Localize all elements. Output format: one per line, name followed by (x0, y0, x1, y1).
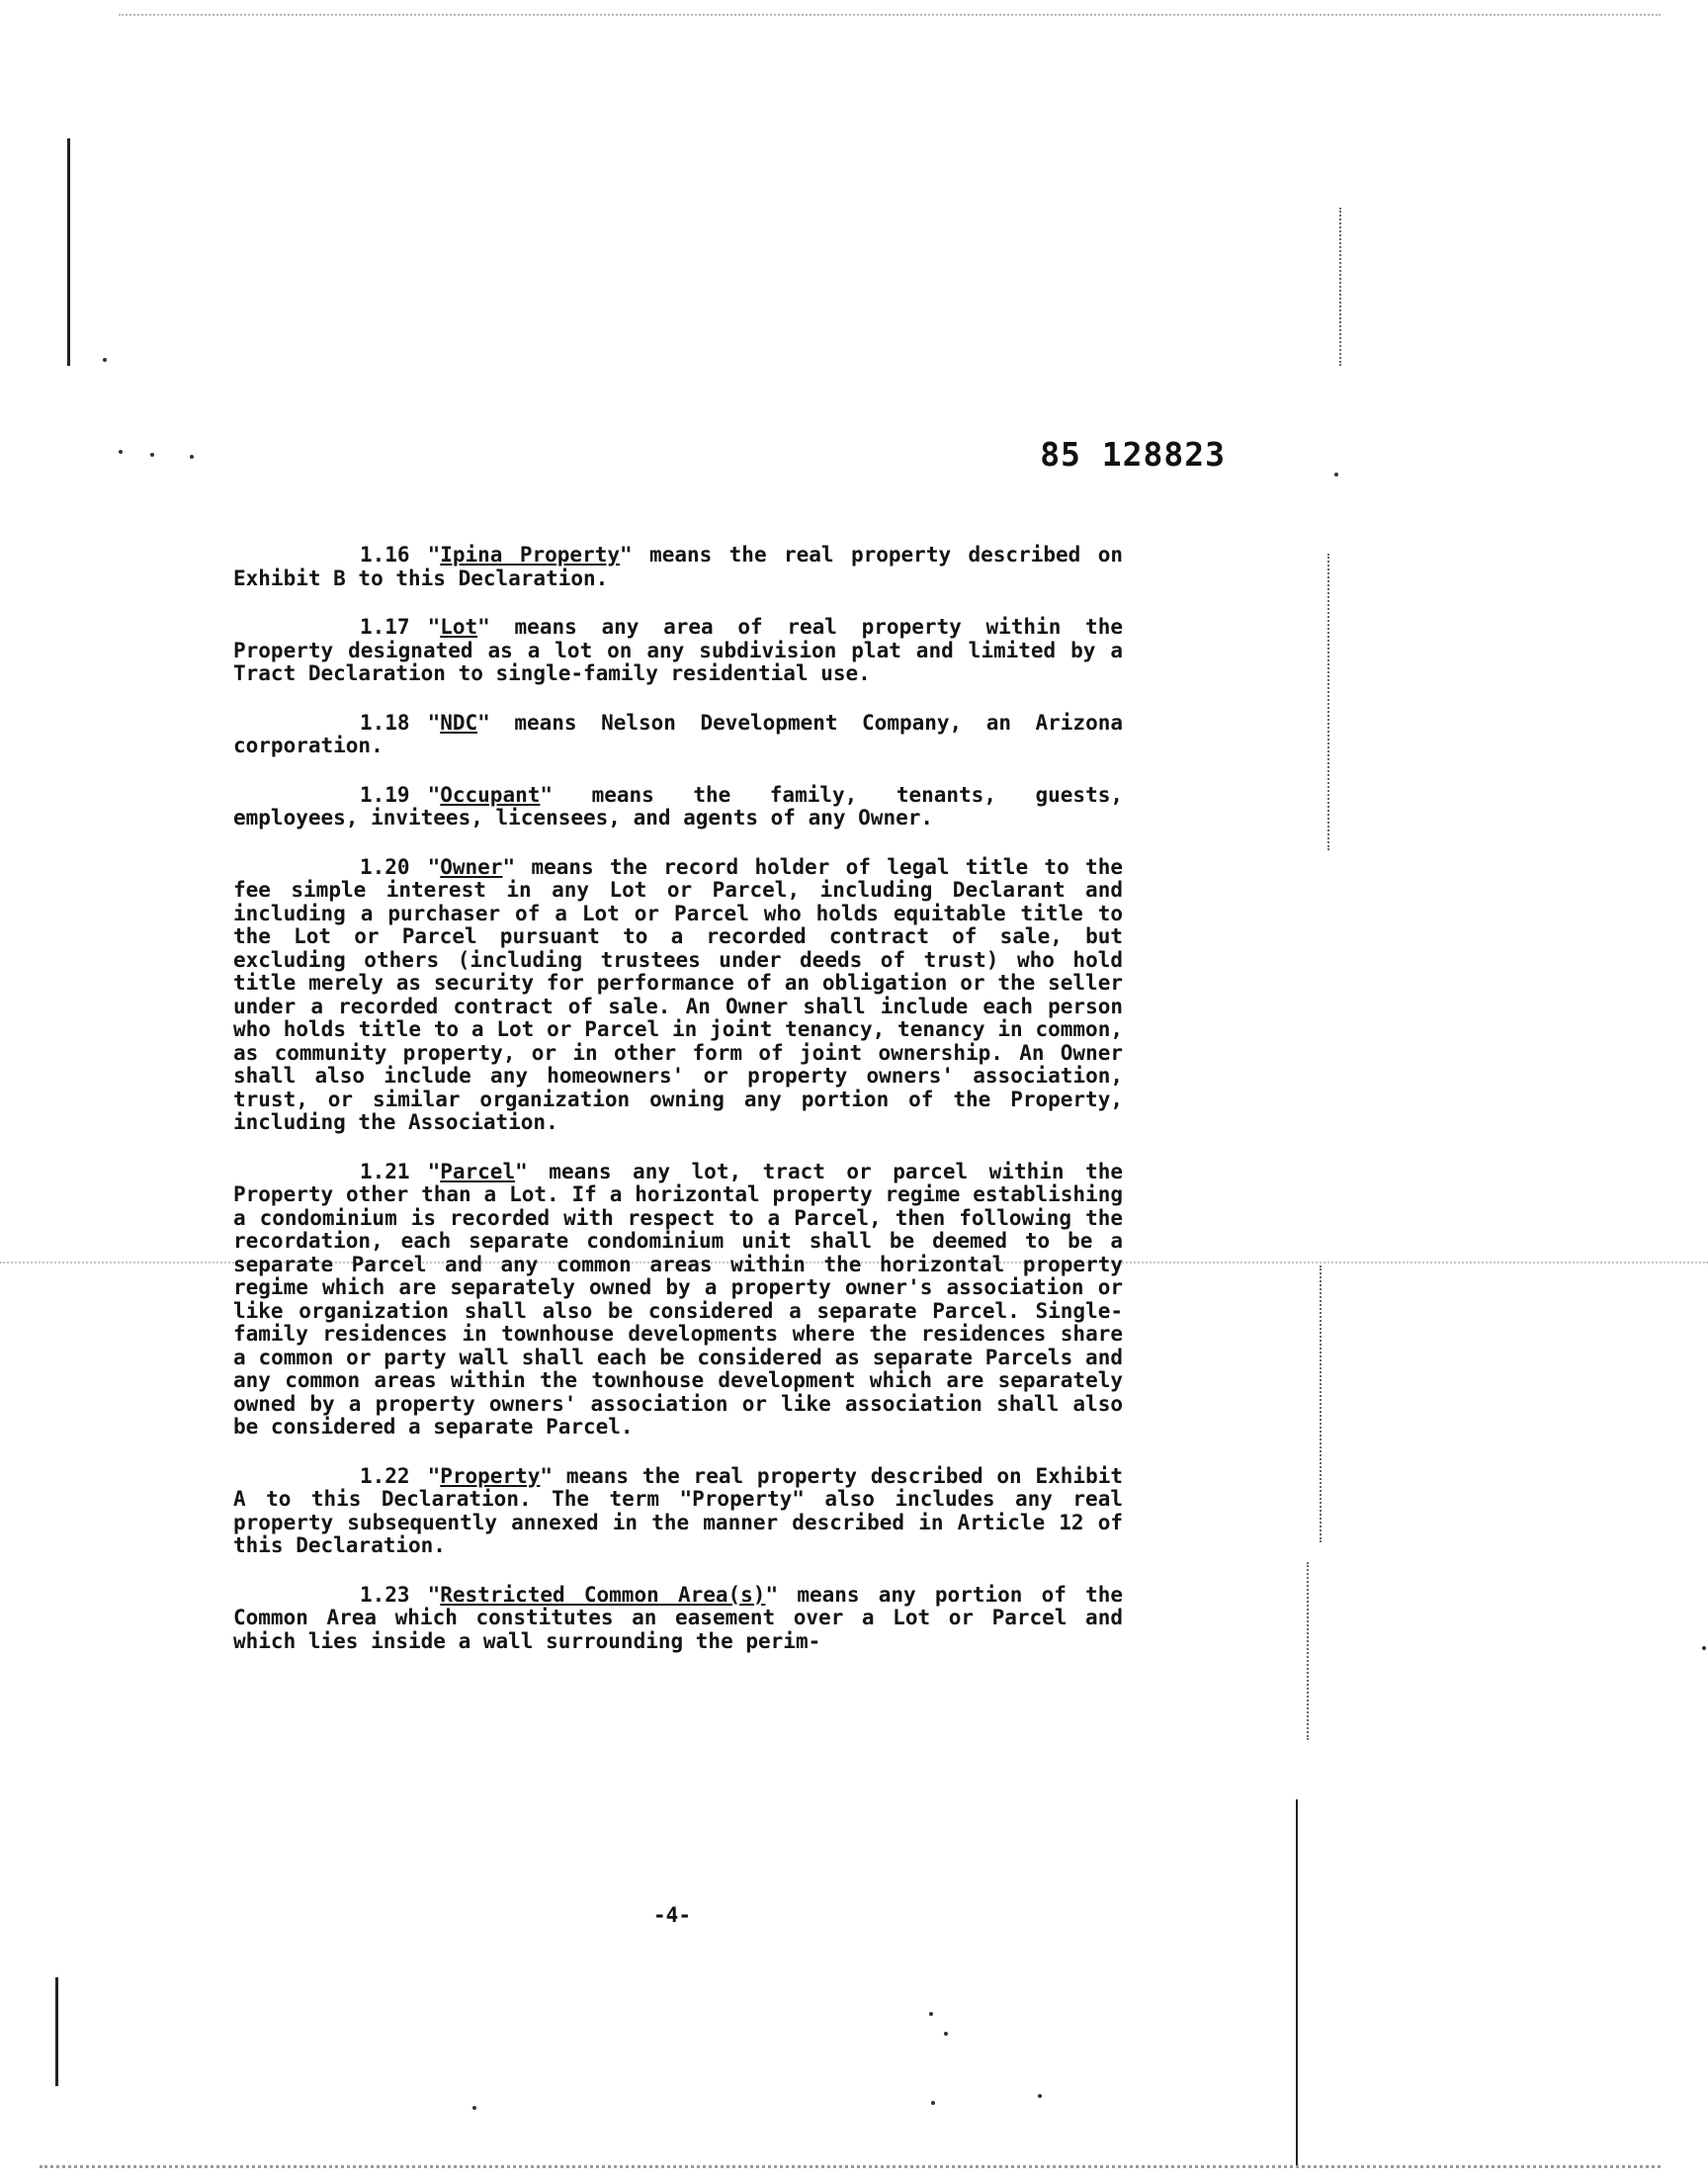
scan-speck (150, 453, 154, 457)
definition-text: means Nelson Development Company, an Arizona corporation. (233, 710, 1124, 757)
definition-text: means any area of real property within the Property designated as a lot on any subdivision plat and limited by a Tract Declaration to single-family residential use. (233, 615, 1123, 685)
definition-1-18: 1.18 "NDC" means Nelson Development Company, an Arizona corporation. (233, 710, 1124, 757)
definition-text: means any portion of the Common Area which constitutes an easement over a Lot or Parcel and which lies inside a wall surrounding the perim- (233, 1582, 1124, 1653)
scan-artifact-dots (1320, 1266, 1322, 1542)
definition-text: means the family, tenants, guests, employees, invitees, licensees, and agents of any Owner. (233, 782, 1123, 830)
definition-1-16: 1.16 "Ipina Property" means the real property described on Exhibit B to this Declaration. (233, 543, 1123, 590)
definition-1-19: 1.19 "Occupant" means the family, tenants, guests, employees, invitees, licensees, and agents of any Owner. (233, 782, 1123, 830)
defined-term: Restricted Common Area(s) (440, 1582, 766, 1607)
defined-term: Lot (440, 615, 478, 639)
scan-speck (931, 2101, 935, 2105)
scan-artifact-dots (1327, 554, 1329, 850)
section-number: 1.17 (360, 615, 410, 639)
defined-term: NDC (440, 710, 478, 735)
scan-artifact-line (119, 14, 1661, 16)
section-number: 1.19 (360, 782, 410, 807)
scan-speck (1702, 1646, 1706, 1650)
scan-artifact-line (40, 2165, 1661, 2168)
definition-1-17: 1.17 "Lot" means any area of real property within the Property designated as a lot on any subdivision plat and limited by a Tract Declaration to single-family residential use. (233, 615, 1123, 685)
scan-speck (103, 358, 107, 362)
defined-term: Owner (440, 854, 503, 879)
definitions-body (233, 544, 1123, 1679)
scan-speck (1038, 2094, 1042, 2098)
scan-artifact-dots (1307, 1562, 1309, 1740)
definition-text: means any lot, tract or parcel within the Property other than a Lot. If a horizontal property regime establishing a condominium is recorded with respect to a Parcel, then following the recordation, each separate condominium unit shall be deemed to be a separate Parcel and any common areas within the horizontal property regime which are separately owned by a property owner's association or like organization shall also be considered a separate Parcel. Single-family residences in townhouse developments where the residences share a common or party wall shall each be considered as separate Parcels and any common areas within the townhouse development which are separately owned by a property owners' association or like association shall also be considered a separate Parcel. (233, 1159, 1123, 1439)
section-number: 1.16 (360, 543, 410, 567)
section-number: 1.18 (360, 710, 410, 735)
definition-1-22: 1.22 "Property" means the real property described on Exhibit A to this Declaration. The term "Property" also includes any real property subsequently annexed in the manner described in Article 12 of this Declaration. (233, 1463, 1123, 1557)
scan-speck (944, 2032, 948, 2036)
defined-term: Parcel (440, 1159, 516, 1183)
page-number: -4- (653, 1903, 691, 1927)
definition-text: means the real property described on Exhibit A to this Declaration. The term "Property" also includes any real property subsequently annexed in the manner described in Article 12 of this Declaration. (233, 1463, 1123, 1557)
scan-artifact-bar (67, 138, 70, 366)
scan-artifact-bar (1296, 1799, 1298, 2165)
scan-artifact-dots (1339, 208, 1341, 366)
defined-term: Property (440, 1463, 541, 1488)
section-number: 1.22 (360, 1463, 410, 1488)
scan-speck (929, 2012, 933, 2016)
scan-speck (119, 450, 123, 454)
scan-speck (190, 455, 194, 459)
defined-term: Ipina Property (440, 543, 620, 567)
definition-1-21: 1.21 "Parcel" means any lot, tract or parcel within the Property other than a Lot. If a horizontal property regime establishing a condominium is recorded with respect to a Parcel, then following the recordation, each separate condominium unit shall be deemed to be a separate Parcel and any common areas within the horizontal property regime which are separately owned by a property owner's association or like organization shall also be considered a separate Parcel. Single-family residences in townhouse developments where the residences share a common or party wall shall each be considered as separate Parcels and any common areas within the townhouse development which are separately owned by a property owners' association or like association shall also be considered a separate Parcel. (233, 1159, 1123, 1439)
scan-artifact-bar (55, 1977, 58, 2086)
definition-1-20: 1.20 "Owner" means the record holder of legal title to the fee simple interest in any Lot or Parcel, including Declarant and including a purchaser of a Lot or Parcel who holds equitable title to the Lot or Parcel pursuant to a recorded contract of sale, but excluding others (including trustees under deeds of trust) who hold title merely as security for performance of an obligation or the seller under a recorded contract of sale. An Owner shall include each person who holds title to a Lot or Parcel in joint tenancy, tenancy in common, as community property, or in other form of joint ownership. An Owner shall also include any homeowners' or property owners' association, trust, or similar organization owning any portion of the Property, including the Association. (233, 854, 1123, 1134)
scan-speck (472, 2106, 476, 2110)
defined-term: Occupant (440, 782, 541, 807)
section-number: 1.21 (360, 1159, 410, 1183)
definition-text: means the record holder of legal title to the fee simple interest in any Lot or Parcel, including Declarant and including a purchaser of a Lot or Parcel who holds equitable title to the Lot or Parcel pursuant to a recorded contract of sale, but excluding others (including trustees under deeds of trust) who hold title merely as security for performance of an obligation or the seller under a recorded contract of sale. An Owner shall include each person who holds title to a Lot or Parcel in joint tenancy, tenancy in common, as community property, or in other form of joint ownership. An Owner shall also include any homeowners' or property owners' association, trust, or similar organization owning any portion of the Property, including the Association. (233, 854, 1123, 1134)
section-number: 1.20 (360, 854, 410, 879)
section-number: 1.23 (360, 1582, 410, 1607)
definition-1-23: 1.23 "Restricted Common Area(s)" means any portion of the Common Area which constitutes an easement over a Lot or Parcel and which lies inside a wall surrounding the perim- (233, 1582, 1124, 1653)
scan-speck (1334, 473, 1338, 477)
definition-text: means the real property described on Exhibit B to this Declaration. (233, 543, 1123, 590)
recording-number: 85 128823 (1040, 435, 1226, 474)
